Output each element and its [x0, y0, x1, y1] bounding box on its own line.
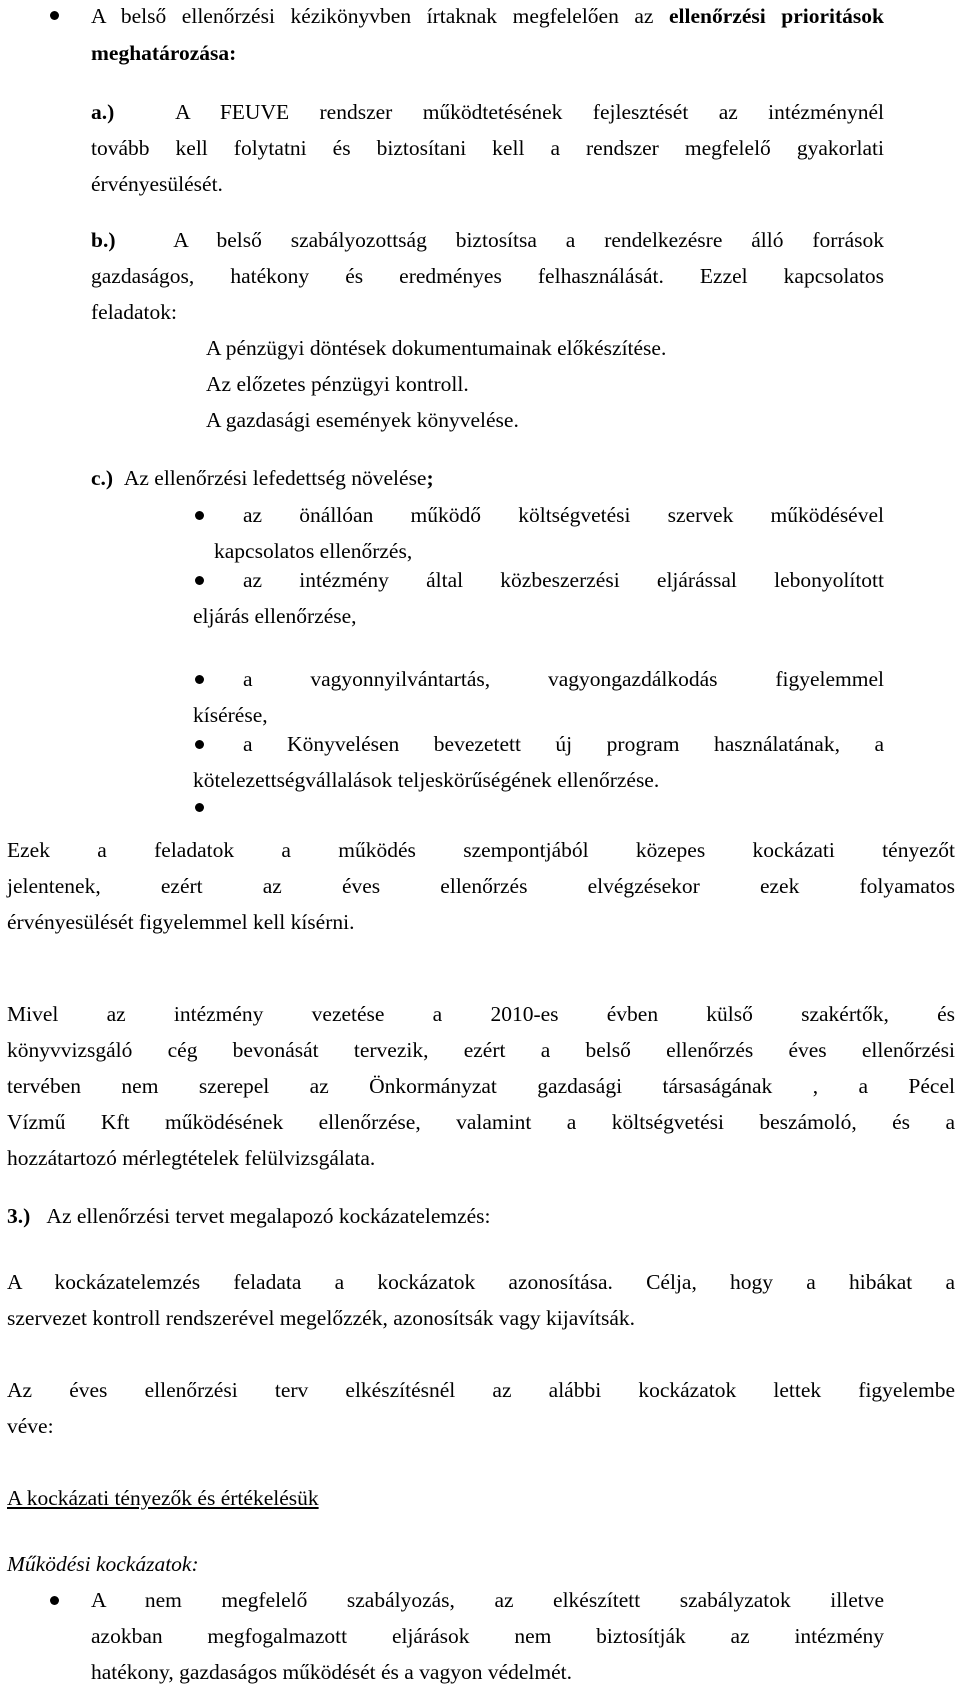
op-heading: Működési kockázatok: — [7, 1552, 199, 1576]
c-item-3-line-1: a vagyonnyilvántartás, vagyongazdálkodás figyelemmel — [243, 667, 884, 691]
c-item-1-line-2: kapcsolatos ellenőrzés, — [214, 539, 413, 563]
para2-line-3: tervében nem szerepel az Önkormányzat gazdasági társaságának , a Pécel — [7, 1074, 955, 1098]
c-item-2-line-2: eljárás ellenőrzése, — [193, 604, 357, 628]
para1-line-2: jelentenek, ezért az éves ellenőrzés elvégzésekor ezek folyamatos — [7, 874, 955, 898]
last-bullet-line-3: hatékony, gazdaságos működését és a vagyon védelmét. — [91, 1660, 573, 1684]
c-item-2-line-1: az intézmény által közbeszerzési eljárással lebonyolított — [243, 568, 884, 592]
intro-bold: ellenőrzési prioritások meghatározása: — [91, 4, 884, 65]
para3-line-1: A kockázatelemzés feladata a kockázatok azonosítása. Célja, hogy a hibákat a — [7, 1270, 955, 1294]
last-bullet-line-1: A nem megfelelő szabályozás, az elkészített szabályzatok illetve — [91, 1588, 884, 1612]
b-line-3: feladatok: — [91, 300, 177, 324]
para3-line-2: szervezet kontroll rendszerével megelőzzék, azonosítsák vagy kijavítsák. — [7, 1306, 636, 1330]
b-label: b.) — [91, 228, 116, 252]
para2-line-2: könyvvizsgáló cég bevonását tervezik, ezért a belső ellenőrzés éves ellenőrzési — [7, 1038, 955, 1062]
c-label: c.) — [91, 466, 114, 490]
b-task-1: A pénzügyi döntések dokumentumainak előkészítése. — [206, 336, 667, 360]
risk-heading: A kockázati tényezők és értékelésük — [7, 1486, 319, 1510]
c-item-1-line-1: az önállóan működő költségvetési szervek működésével — [243, 503, 884, 527]
bullet-icon — [195, 511, 204, 520]
para2-line-5: hozzátartozó mérlegtételek felülvizsgálata. — [7, 1146, 376, 1170]
para2-line-4: Vízmű Kft működésének ellenőrzése, valamint a költségvetési beszámoló, és a — [7, 1110, 955, 1134]
c-item-3-line-2: kísérése, — [193, 703, 268, 727]
b-line-2: gazdaságos, hatékony és eredményes felhasználását. Ezzel kapcsolatos — [91, 264, 884, 288]
b-line-1: b.) A belső szabályozottság biztosítsa a rendelkezésre álló források — [91, 228, 884, 252]
b-task-2: Az előzetes pénzügyi kontroll. — [206, 372, 469, 396]
bullet-icon — [50, 11, 59, 20]
c-item-4-line-2: kötelezettségvállalások teljeskörűségének ellenőrzése. — [193, 768, 660, 792]
para4-line-2: véve: — [7, 1414, 54, 1438]
section-3-number: 3.) — [7, 1204, 31, 1228]
a-line-2: tovább kell folytatni és biztosítani kell a rendszer megfelelő gyakorlati — [91, 136, 884, 160]
para4-line-1: Az éves ellenőrzési terv elkészítésnél az alábbi kockázatok lettek figyelembe — [7, 1378, 955, 1402]
a-line-1: a.) A FEUVE rendszer működtetésének fejlesztését az intézménynél — [91, 100, 885, 124]
para1-line-1: Ezek a feladatok a működés szempontjából közepes kockázati tényezőt — [7, 838, 955, 862]
a-label: a.) — [91, 100, 115, 124]
bullet-icon — [50, 1596, 59, 1605]
bullet-icon — [195, 576, 204, 585]
bullet-icon — [195, 740, 204, 749]
c-heading: c.) Az ellenőrzési lefedettség növelése; — [91, 466, 434, 490]
intro-line-1: A belső ellenőrzési kézikönyvben írtaknak megfelelően az ellenőrzési prioritások meghatározása: — [91, 4, 884, 65]
section-3-heading: 3.) Az ellenőrzési tervet megalapozó kockázatelemzés: — [7, 1204, 491, 1228]
last-bullet-line-2: azokban megfogalmazott eljárások nem biztosítják az intézmény — [91, 1624, 884, 1648]
bullet-icon — [195, 675, 204, 684]
para2-line-1: Mivel az intézmény vezetése a 2010-es évben külső szakértők, és — [7, 1002, 955, 1026]
para1-line-3: érvényesülését figyelemmel kell kísérni. — [7, 910, 355, 934]
a-line-3: érvényesülését. — [91, 172, 223, 196]
c-item-4-line-1: a Könyvelésen bevezetett új program használatának, a — [243, 732, 884, 756]
bullet-icon — [195, 803, 204, 812]
b-task-3: A gazdasági események könyvelése. — [206, 408, 519, 432]
